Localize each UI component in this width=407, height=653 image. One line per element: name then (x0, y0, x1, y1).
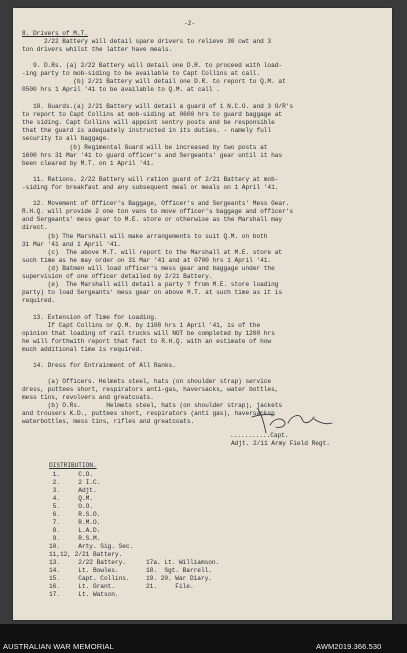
section-14-line: waterbottles, mess tins, rifles and greatcoats. (22, 418, 195, 425)
distribution-item: 21. File. (146, 583, 194, 590)
distribution-item: 16. Lt. Grant. (49, 583, 115, 590)
section-14-line: and trousers K.D., puttees short, respirators (anti gas), haversacksp (22, 410, 275, 417)
section-12-line: direct. (22, 224, 48, 231)
signature-appointment: Adjt. 2/11 Army Field Regt. (231, 440, 330, 447)
section-12-line: (b) The Marshall will make arrangements to suit Q.M. on both (22, 233, 268, 240)
distribution-item: 6. R.S.O. (49, 511, 101, 518)
section-13-line: opinion that loading of rail trucks will NOT be completed by 1200 hrs (22, 330, 275, 337)
section-12-line: (d) Batmen will load officer's mess gear and baggage under the (22, 265, 275, 272)
distribution-item: 19. 20. War Diary. (146, 575, 212, 582)
section-12-line: and Sergeants' mess gear to M.E. store or otherwise as the Marshall may (22, 216, 283, 223)
section-13-line: much additional time is required. (22, 346, 143, 353)
section-13-line: he will forthwith report that fact to R.H.Q. with an estimate of how (22, 338, 272, 345)
section-12-line: (e) The Marshall will detail a party ? from M.E. store loading (22, 281, 279, 288)
section-14-line: dress, puttees short, respirators anti-gas, haversacks, water bottles, (22, 386, 279, 393)
distribution-item: 2. 2 I.C. (49, 479, 101, 486)
section-12-line: 12. Movement of Officer's Baggage, Officer's and Sergeants' Mess Gear. (22, 200, 290, 207)
section-9-line: -ing party to mob-siding to be available to Capt Collins at call. (22, 70, 261, 77)
section-10-line: 1600 hrs 31 Mar '41 to guard officer's and Sergeants' gear until it has (22, 152, 283, 159)
distribution-item: 17a. Lt. Williamson. (146, 559, 220, 566)
distribution-item: 1. C.O. (49, 471, 93, 478)
handwritten-signature (244, 405, 334, 437)
section-12-line: required. (22, 297, 55, 304)
section-10-line: security to all baggage. (22, 135, 110, 142)
section-12-line: R.H.Q. will provide 2 one ton vans to move officer's baggage and officer's (22, 208, 294, 215)
distribution-item: 15. Capt. Collins. (49, 575, 130, 582)
signature-rank-line: ...........Capt. (230, 432, 289, 439)
distribution-item: 18. Sgt. Barrell. (146, 567, 212, 574)
section-14-line: (a) Officers. Helmets steel, hats (on shoulder strap) service (22, 378, 272, 385)
distribution-item: 4. Q.M. (49, 495, 93, 502)
distribution-item: 17. Lt. Watson. (49, 591, 119, 598)
section-14-heading: 14. Dress for Entrainment of All Ranks. (22, 362, 176, 369)
section-11-line: -siding for breakfast and any subsequent meal or meals on 1 April '41. (22, 184, 279, 191)
section-14-line: (b) O.Rs. Helmets steel, hats (on shoulder strap), jackets (22, 402, 283, 409)
section-9-line: 9. D.Rs. (a) 2/22 Battery will detail one D.R. to proceed with load- (22, 62, 283, 69)
section-9-line: (b) 2/21 Battery will detail one D.R. to report to Q.M. at (22, 78, 286, 85)
section-10-line: (b) Regimental Guard will be increased by two posts at (22, 144, 268, 151)
section-13-heading: 13. Extension of Time for Loading. (22, 314, 158, 321)
archive-footer (0, 624, 407, 653)
distribution-item: 11,12, 2/21 Battery. (49, 551, 123, 558)
section-13-line: If Capt Collins or Q.M. by 1100 hrs 1 April '41, is of the (22, 322, 261, 329)
section-9-line: 0500 hrs 1 April '41 to be available to Q.M. at call . (22, 86, 220, 93)
distribution-item: 9. R.S.M. (49, 535, 101, 542)
section-10-line: to report to Capt Collins at mob-siding at 0600 hrs to guard baggage at (22, 111, 283, 118)
section-8-line: ton drivers whilst the latter have meals. (22, 46, 173, 53)
section-10-line: the siding. Capt Collins will appoint sentry posts and be responsible (22, 119, 275, 126)
section-12-line: such time as he may order on 31 Mar '41 and at 0700 hrs 1 April '41. (22, 257, 272, 264)
section-12-line: 31 Mar '41 and 1 April '41. (22, 241, 121, 248)
footer-archive-name: AUSTRALIAN WAR MEMORIAL (3, 642, 114, 651)
document-page (13, 8, 392, 620)
section-12-line: (c) The above M.T. will report to the Marshall at M.E. store at (22, 249, 283, 256)
distribution-item: 10. Arty. Sig. Sec. (49, 543, 134, 550)
distribution-item: 5. O.O. (49, 503, 93, 510)
distribution-heading: DISTRIBUTION. (49, 462, 97, 469)
section-11-line: 11. Rations. 2/22 Battery will ration guard of 2/21 Battery at mob- (22, 176, 279, 183)
distribution-item: 3. Adjt. (49, 487, 97, 494)
distribution-item: 13. 2/22 Battery. (49, 559, 126, 566)
distribution-item: 8. L.A.D. (49, 527, 101, 534)
section-12-line: supervision of one officer detailed by 2/21 Battery. (22, 273, 213, 280)
section-10-line: been cleared by M.T. on 1 April '41. (22, 160, 154, 167)
footer-accession-number: AWM2019.366.530 (316, 642, 382, 651)
distribution-item: 14. Lt. Bowles. (49, 567, 119, 574)
section-12-line: party) to load Sergeants' mess gear on above M.T. at such time as it is (22, 289, 283, 296)
section-14-line: mess tins, revolvers and greatcoats. (22, 394, 154, 401)
section-10-line: 10. Guards.(a) 2/21 Battery will detail a guard of 1 N.C.O. and 3 O/R's (22, 103, 294, 110)
distribution-item: 7. R.M.O. (49, 519, 101, 526)
section-8-line: 2/22 Battery will detail spare drivers to relieve 30 cwt and 3 (22, 38, 272, 45)
section-8-heading: 8. Drivers of M.T. (22, 30, 88, 37)
page-number: -2- (184, 20, 195, 27)
section-10-line: that the guard is adequately instructed in its duties. - namely full (22, 127, 272, 134)
